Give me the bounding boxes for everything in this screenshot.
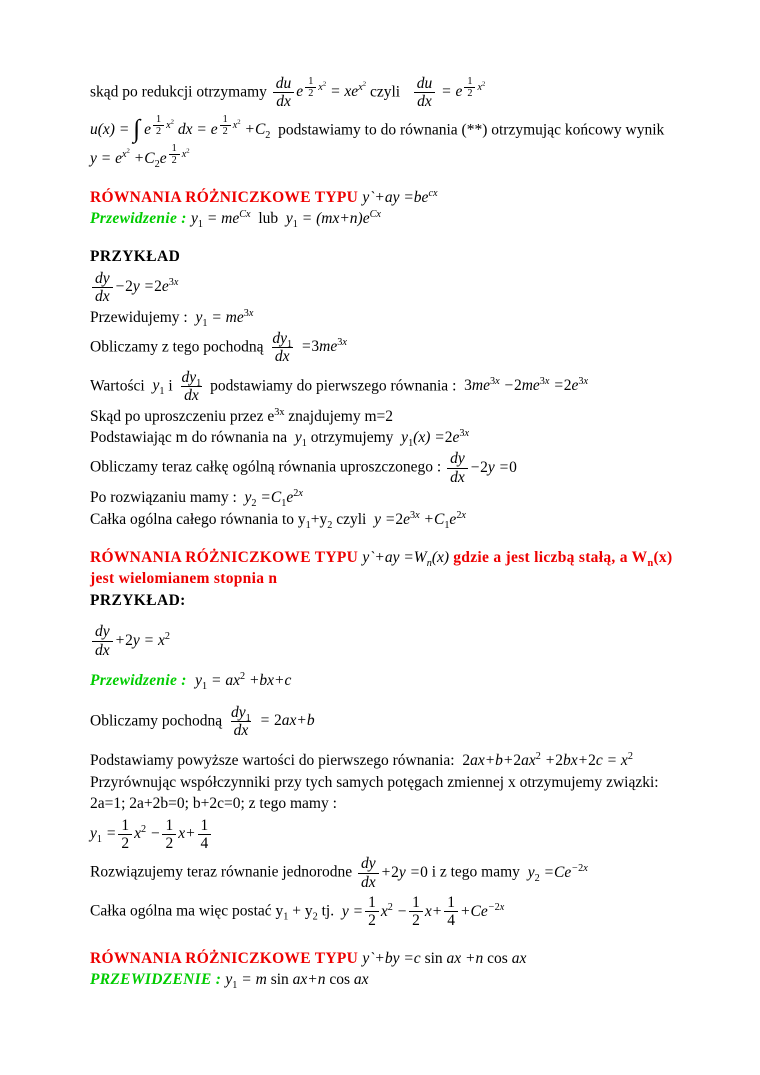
math-formula: y`+ay $=be^{cx}$ — [362, 187, 438, 206]
math-formula: $\frac{du}{dx}$ = e $^{\frac{1}{2} x^2}$ — [412, 83, 486, 100]
subscript-text: 2 — [312, 911, 318, 923]
document-line — [90, 854, 708, 892]
subscript-text: 2 — [327, 519, 333, 531]
heading-red-text: RÓWNANIA RÓŻNICZKOWE TYPU — [90, 949, 363, 967]
math-formula: $\frac{dy}{dx}$ −2y =0 — [445, 459, 517, 476]
math-formula: $\frac{dy_1}{dx}$ = 2ax+b — [231, 703, 315, 739]
document-line — [90, 308, 708, 328]
text-run: 2a=1; 2a+2b=0; b+2c=0; z tego mamy : — [90, 795, 337, 813]
math-formula: $y =2e^{3x} +C_1e^{2x}$ — [374, 509, 466, 531]
blank-line — [90, 230, 708, 246]
document-line — [90, 970, 708, 990]
heading-green-text: Przewidzenie : — [90, 672, 196, 690]
document-line — [90, 488, 708, 508]
bold-label: PRZYKŁAD — [90, 248, 181, 266]
math-formula: $3me^{3x} -2me^{3x} =2e^{3x}$ — [464, 376, 589, 395]
text-run: Wartości — [90, 377, 153, 395]
document-line — [90, 142, 708, 170]
text-run: i z tego mamy — [427, 863, 528, 881]
text-run: Obliczamy z tego pochodną — [90, 338, 268, 356]
math-formula: y`+by =c sin ax +n cos ax — [362, 949, 527, 967]
math-formula: $y_2 =C_1e^{2x}$ — [244, 487, 303, 510]
heading-red-text: RÓWNANIA RÓŻNICZKOWE TYPU — [90, 188, 363, 206]
heading-red-text: RÓWNANIA RÓŻNICZKOWE TYPU — [90, 549, 363, 567]
text-run: Obliczamy pochodną — [90, 711, 227, 729]
math-formula: $y_1 = (mx+n)e^{Cx}$ — [285, 208, 381, 231]
document-line — [90, 816, 708, 854]
text-run: + y — [288, 902, 313, 920]
blank-line — [90, 693, 708, 702]
heading-red-text: gdzie a jest liczbą stałą, a W — [449, 549, 648, 567]
text-run: Całka ogólna całego równania to y — [90, 510, 306, 528]
math-formula: y`+ay $=W_n(x)$ — [362, 549, 450, 570]
text-run: skąd po redukcji otrzymamy — [90, 83, 271, 101]
document-line — [90, 449, 708, 487]
math-formula: $\frac{dy}{dx}$ $-2y =2e^{3x}$ — [90, 278, 178, 295]
math-formula: $y_1$ = $\frac{1}{2}$ $x^2$ − $\frac{1}{2}$ x+ $\frac{1}{4}$ — [90, 825, 213, 842]
heading-green-text: PRZEWIDZENIE : — [90, 971, 226, 989]
subscript-text: 1 — [305, 519, 311, 531]
text-run: i — [164, 377, 177, 395]
text-run: podstawiamy to do równania (**) otrzymując końcowy wynik — [270, 121, 665, 139]
document-line — [90, 510, 708, 530]
document-line — [90, 368, 708, 406]
bold-label: PRZYKŁAD: — [90, 591, 186, 609]
text-run: czyli — [332, 510, 375, 528]
document-line — [90, 703, 708, 741]
text-run: lub — [250, 209, 286, 227]
text-run: podstawiamy do pierwszego równania : — [206, 377, 465, 395]
document-line — [90, 74, 708, 112]
heading-red-subscript: n — [647, 558, 654, 570]
math-formula: $2ax+b+2ax^2 +2bx+2c = x^2$ — [462, 751, 633, 770]
document-line — [90, 591, 708, 611]
text-run: znajdujemy m=2 — [284, 407, 394, 425]
heading-red-text: jest wielomianem stopnia n — [90, 570, 278, 588]
blank-line — [90, 661, 708, 670]
document-line — [90, 329, 708, 367]
heading-green-text: Przewidzenie : — [90, 209, 191, 227]
text-run: Podstawiając m do równania na — [90, 428, 295, 446]
heading-red-text: (x) — [653, 549, 673, 567]
blank-line — [90, 932, 708, 948]
math-formula: $y_1 = ax^2 +bx+c$ — [195, 670, 292, 693]
document-line — [90, 949, 708, 969]
text-run: Obliczamy teraz całkę ogólną równania uproszczonego : — [90, 458, 446, 476]
document-line — [90, 893, 708, 931]
document-line — [90, 548, 708, 568]
text-run: +y — [310, 510, 328, 528]
math-formula: $\frac{du}{dx}$ e $^{\frac{1}{2} x^2} = xe^{x^2}$ — [271, 83, 366, 100]
math-formula: $y_1$ — [294, 428, 307, 450]
text-run: Całka ogólna ma więc postać y — [90, 902, 284, 920]
document-line — [90, 188, 708, 208]
math-formula: $\frac{dy_1}{dx}$ $=3me^{3x}$ — [272, 330, 347, 366]
math-formula: $y_1 = me^{Cx}$ — [190, 208, 251, 231]
document-line — [90, 751, 708, 771]
blank-line — [90, 171, 708, 187]
text-run: Podstawiamy powyższe wartości do pierwszego równania: — [90, 752, 463, 770]
math-formula: $y_1 = me^{3x}$ — [195, 307, 254, 329]
subscript-text: 1 — [283, 911, 289, 923]
document-line — [90, 773, 708, 793]
document-line — [90, 113, 708, 144]
document-line — [90, 209, 708, 229]
document-line — [90, 247, 708, 267]
text-run: Rozwiązujemy teraz równanie jednorodne — [90, 863, 356, 881]
math-formula: $y_1 = m$ sin ax+n cos ax — [225, 971, 369, 992]
document-line — [90, 794, 708, 814]
text-run: otrzymujemy — [306, 428, 402, 446]
math-formula: $y_1(x) =2e^{3x}$ — [401, 427, 470, 450]
text-run: czyli — [366, 83, 412, 101]
document-body — [90, 74, 708, 991]
document-line — [90, 428, 708, 448]
math-formula: $\frac{dy_1}{dx}$ — [181, 368, 202, 405]
math-formula: $\frac{dy}{dx}$ $+2y = x^2$ — [90, 632, 170, 649]
text-run: Po rozwiązaniu mamy : — [90, 489, 245, 507]
math-formula: y = $\frac{1}{2}$ $x^2$ − $\frac{1}{2}$ x+ $\frac{1}{4}$ $+Ce^{-2x}$ — [341, 894, 505, 930]
text-run: Przyrównując współczynniki przy tych samych potęgach zmiennej x otrzymujemy związki: — [90, 773, 659, 791]
document-line — [90, 407, 708, 427]
math-formula: $y = e^{x^2} +C_2e$ $^{\frac{1}{2} x^2}$ — [90, 142, 190, 171]
blank-line — [90, 612, 708, 621]
superscript-text: 3x — [274, 406, 285, 418]
math-formula: u(x) = ∫ e $^{\frac{1}{2} x^2}$ dx = e $^{\frac{1}{2} x^2} +C_2$ — [90, 113, 271, 144]
blank-line — [90, 741, 708, 750]
math-formula: $y_2 =Ce^{-2x}$ — [527, 862, 588, 884]
document-line — [90, 269, 708, 307]
document-line — [90, 671, 708, 691]
text-run: Przewidujemy : — [90, 308, 196, 326]
text-run: tj. — [317, 902, 342, 920]
document-line — [90, 622, 708, 660]
document-line — [90, 569, 708, 589]
blank-line — [90, 531, 708, 547]
math-formula: $y_1$ — [152, 377, 165, 398]
text-run: Skąd po uproszczeniu przez e — [90, 407, 275, 425]
math-formula: $\frac{dy}{dx}$ +2y =0 — [356, 864, 428, 881]
